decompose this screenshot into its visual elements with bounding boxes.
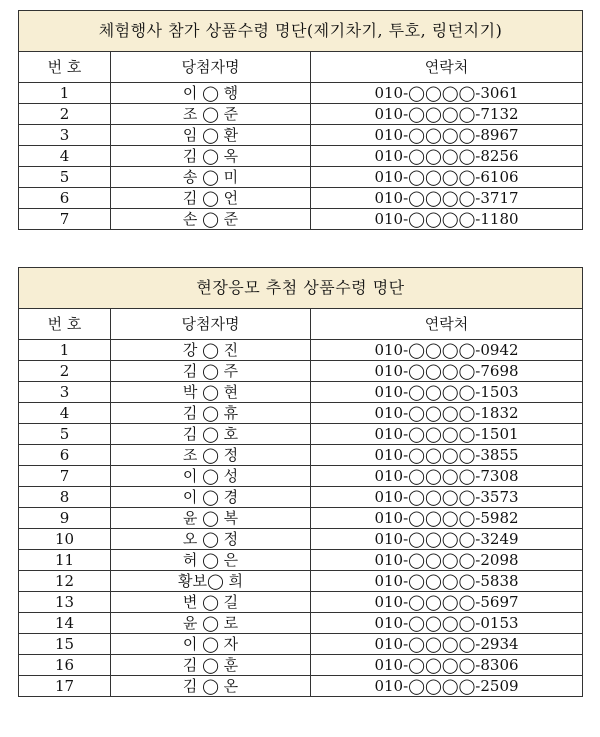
winner-name: 박 ◯ 현 — [111, 382, 311, 403]
row-number: 10 — [19, 529, 111, 550]
table-row — [19, 209, 583, 230]
contact-number: 010-◯◯◯◯-2934 — [311, 634, 583, 655]
winner-name: 이 ◯ 경 — [111, 487, 311, 508]
table-row — [19, 382, 583, 403]
winner-name: 김 ◯ 옥 — [111, 146, 311, 167]
contact-number: 010-◯◯◯◯-0153 — [311, 613, 583, 634]
contact-number: 010-◯◯◯◯-1501 — [311, 424, 583, 445]
table-row — [19, 676, 583, 697]
contact-number: 010-◯◯◯◯-7698 — [311, 361, 583, 382]
row-number: 4 — [19, 146, 111, 167]
winner-name: 김 ◯ 온 — [111, 676, 311, 697]
header-number: 번 호 — [19, 52, 111, 83]
header-winner-name: 당첨자명 — [111, 52, 311, 83]
row-number: 15 — [19, 634, 111, 655]
row-number: 5 — [19, 167, 111, 188]
contact-number: 010-◯◯◯◯-0942 — [311, 340, 583, 361]
row-number: 12 — [19, 571, 111, 592]
winner-name: 송 ◯ 미 — [111, 167, 311, 188]
winner-name: 변 ◯ 길 — [111, 592, 311, 613]
row-number: 1 — [19, 83, 111, 104]
winner-name: 김 ◯ 언 — [111, 188, 311, 209]
winner-name: 이 ◯ 자 — [111, 634, 311, 655]
winner-name: 오 ◯ 정 — [111, 529, 311, 550]
contact-number: 010-◯◯◯◯-5838 — [311, 571, 583, 592]
table-row — [19, 125, 583, 146]
table-row — [19, 424, 583, 445]
winner-name: 이 ◯ 행 — [111, 83, 311, 104]
row-number: 7 — [19, 466, 111, 487]
contact-number: 010-◯◯◯◯-6106 — [311, 167, 583, 188]
winner-name: 강 ◯ 진 — [111, 340, 311, 361]
winner-name: 김 ◯ 호 — [111, 424, 311, 445]
table-row — [19, 529, 583, 550]
row-number: 16 — [19, 655, 111, 676]
contact-number: 010-◯◯◯◯-5982 — [311, 508, 583, 529]
table-row — [19, 550, 583, 571]
row-number: 2 — [19, 104, 111, 125]
table-row — [19, 592, 583, 613]
table-row — [19, 655, 583, 676]
table-row — [19, 104, 583, 125]
contact-number: 010-◯◯◯◯-3855 — [311, 445, 583, 466]
row-number: 7 — [19, 209, 111, 230]
winner-name: 이 ◯ 성 — [111, 466, 311, 487]
table-row — [19, 361, 583, 382]
table-row — [19, 403, 583, 424]
row-number: 8 — [19, 487, 111, 508]
contact-number: 010-◯◯◯◯-3573 — [311, 487, 583, 508]
table-row — [19, 146, 583, 167]
winner-name: 손 ◯ 준 — [111, 209, 311, 230]
table-row — [19, 487, 583, 508]
contact-number: 010-◯◯◯◯-7308 — [311, 466, 583, 487]
row-number: 3 — [19, 382, 111, 403]
experience-event-winners-table — [18, 10, 583, 230]
winner-name: 황보◯ 희 — [111, 571, 311, 592]
contact-number: 010-◯◯◯◯-2098 — [311, 550, 583, 571]
table-row — [19, 466, 583, 487]
contact-number: 010-◯◯◯◯-1503 — [311, 382, 583, 403]
table-row — [19, 571, 583, 592]
winner-name: 임 ◯ 환 — [111, 125, 311, 146]
row-number: 6 — [19, 445, 111, 466]
winner-name: 윤 ◯ 복 — [111, 508, 311, 529]
winner-name: 김 ◯ 휴 — [111, 403, 311, 424]
table-title: 체험행사 참가 상품수령 명단(제기차기, 투호, 링던지기) — [19, 11, 583, 52]
winner-name: 김 ◯ 훈 — [111, 655, 311, 676]
row-number: 3 — [19, 125, 111, 146]
row-number: 2 — [19, 361, 111, 382]
contact-number: 010-◯◯◯◯-2509 — [311, 676, 583, 697]
onsite-draw-winners-table — [18, 267, 583, 697]
header-winner-name: 당첨자명 — [111, 309, 311, 340]
winner-name: 조 ◯ 준 — [111, 104, 311, 125]
header-contact: 연락처 — [311, 309, 583, 340]
contact-number: 010-◯◯◯◯-8306 — [311, 655, 583, 676]
row-number: 9 — [19, 508, 111, 529]
table-row — [19, 83, 583, 104]
table-row — [19, 445, 583, 466]
winner-name: 허 ◯ 은 — [111, 550, 311, 571]
table-row — [19, 167, 583, 188]
contact-number: 010-◯◯◯◯-5697 — [311, 592, 583, 613]
row-number: 13 — [19, 592, 111, 613]
contact-number: 010-◯◯◯◯-3249 — [311, 529, 583, 550]
winner-name: 윤 ◯ 로 — [111, 613, 311, 634]
row-number: 4 — [19, 403, 111, 424]
contact-number: 010-◯◯◯◯-8967 — [311, 125, 583, 146]
contact-number: 010-◯◯◯◯-8256 — [311, 146, 583, 167]
contact-number: 010-◯◯◯◯-3061 — [311, 83, 583, 104]
header-number: 번 호 — [19, 309, 111, 340]
table-row — [19, 613, 583, 634]
contact-number: 010-◯◯◯◯-1832 — [311, 403, 583, 424]
table-row — [19, 188, 583, 209]
row-number: 14 — [19, 613, 111, 634]
table-row — [19, 340, 583, 361]
contact-number: 010-◯◯◯◯-3717 — [311, 188, 583, 209]
table-title: 현장응모 추첨 상품수령 명단 — [19, 268, 583, 309]
contact-number: 010-◯◯◯◯-7132 — [311, 104, 583, 125]
winner-name: 김 ◯ 주 — [111, 361, 311, 382]
row-number: 11 — [19, 550, 111, 571]
winner-name: 조 ◯ 정 — [111, 445, 311, 466]
row-number: 6 — [19, 188, 111, 209]
row-number: 1 — [19, 340, 111, 361]
contact-number: 010-◯◯◯◯-1180 — [311, 209, 583, 230]
row-number: 17 — [19, 676, 111, 697]
table-row — [19, 634, 583, 655]
header-contact: 연락처 — [311, 52, 583, 83]
table-row — [19, 508, 583, 529]
row-number: 5 — [19, 424, 111, 445]
